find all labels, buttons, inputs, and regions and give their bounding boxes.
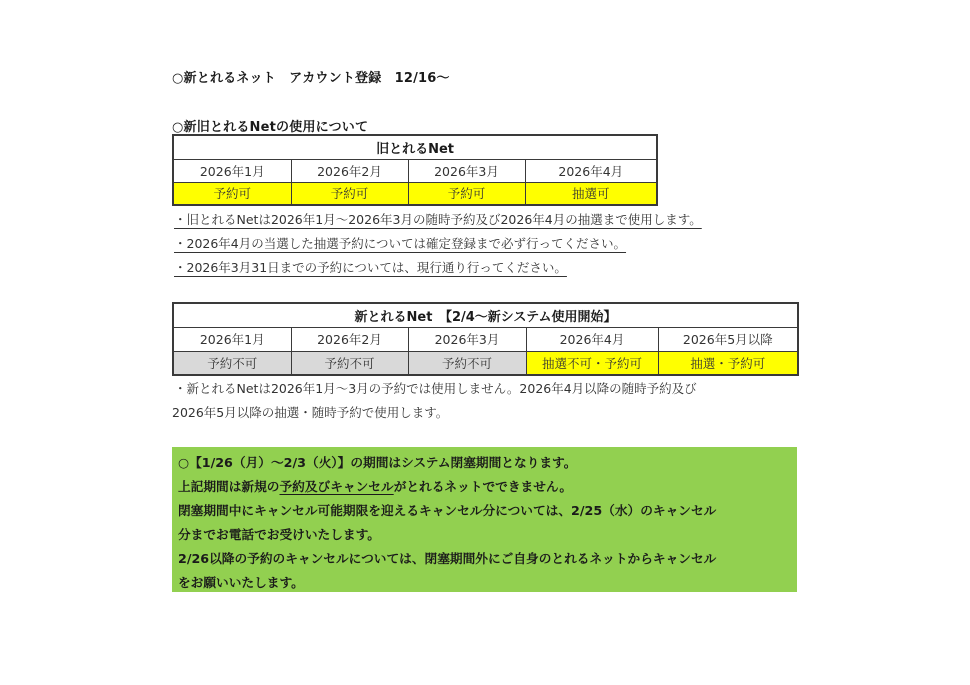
- new-net-note: ・新とれるNetは2026年1月～3月の予約では使用しません。2026年4月以降の随時予約及び: [174, 381, 697, 396]
- old-net-month-cell: 2026年4月: [525, 159, 657, 182]
- old-net-month-cell: 2026年2月: [291, 159, 408, 182]
- new-net-month-cell: 2026年2月: [291, 327, 408, 351]
- closure-notice-line: をお願いいたします。: [178, 575, 304, 590]
- old-net-status-cell: 予約可: [408, 182, 525, 205]
- old-net-note: ・2026年4月の当選した抽選予約については確定登録まで必ず行ってください。: [174, 236, 627, 251]
- new-net-note: 2026年5月以降の抽選・随時予約で使用します。: [172, 405, 449, 420]
- new-net-month-cell: 2026年5月以降: [658, 327, 798, 351]
- new-net-month-cell: 2026年4月: [526, 327, 658, 351]
- closure-notice-text: 上記期間は新規の: [178, 479, 280, 494]
- new-net-status-cell: 予約不可: [291, 351, 408, 375]
- new-net-status-cell: 予約不可: [173, 351, 291, 375]
- closure-notice-line: 分までお電話でお受けいたします。: [178, 527, 380, 542]
- closure-notice-box: [172, 447, 797, 592]
- old-net-status-cell: 予約可: [173, 182, 291, 205]
- section-heading-net-usage: ○新旧とれるNetの使用について: [172, 120, 369, 135]
- new-net-status-cell: 抽選不可・予約可: [526, 351, 658, 375]
- closure-notice-line: [178, 475, 791, 499]
- new-net-table-title: 新とれるNet 【2/4～新システム使用開始】: [173, 303, 798, 327]
- closure-notice-underlined-text: 予約及びキャンセル: [279, 479, 394, 494]
- page-heading-account-registration: ○新とれるネット アカウント登録 12/16～: [172, 71, 450, 86]
- old-net-month-cell: 2026年3月: [408, 159, 525, 182]
- new-net-table: [172, 302, 799, 376]
- new-net-status-cell: 抽選・予約可: [658, 351, 798, 375]
- closure-notice-line: 閉塞期間中にキャンセル可能期限を迎えるキャンセル分については、2/25（水）のキャンセル: [178, 503, 717, 518]
- old-net-status-cell: 予約可: [291, 182, 408, 205]
- closure-notice-line: 2/26以降の予約のキャンセルについては、閉塞期間外にご自身のとれるネットからキャンセル: [178, 551, 717, 566]
- old-net-month-cell: 2026年1月: [173, 159, 291, 182]
- new-net-status-cell: 予約不可: [408, 351, 526, 375]
- old-net-status-cell: 抽選可: [525, 182, 657, 205]
- old-net-note: ・2026年3月31日までの予約については、現行通り行ってください。: [174, 260, 567, 275]
- old-net-table-title: 旧とれるNet: [173, 135, 657, 159]
- new-net-month-cell: 2026年3月: [408, 327, 526, 351]
- closure-notice-text: がとれるネットでできません。: [393, 479, 573, 494]
- old-net-table: [172, 134, 658, 206]
- new-net-month-cell: 2026年1月: [173, 327, 291, 351]
- closure-notice-line: ○【1/26（月）～2/3（火）】の期間はシステム閉塞期間となります。: [178, 455, 577, 470]
- old-net-note: ・旧とれるNetは2026年1月～2026年3月の随時予約及び2026年4月の抽選まで使用します。: [174, 212, 702, 227]
